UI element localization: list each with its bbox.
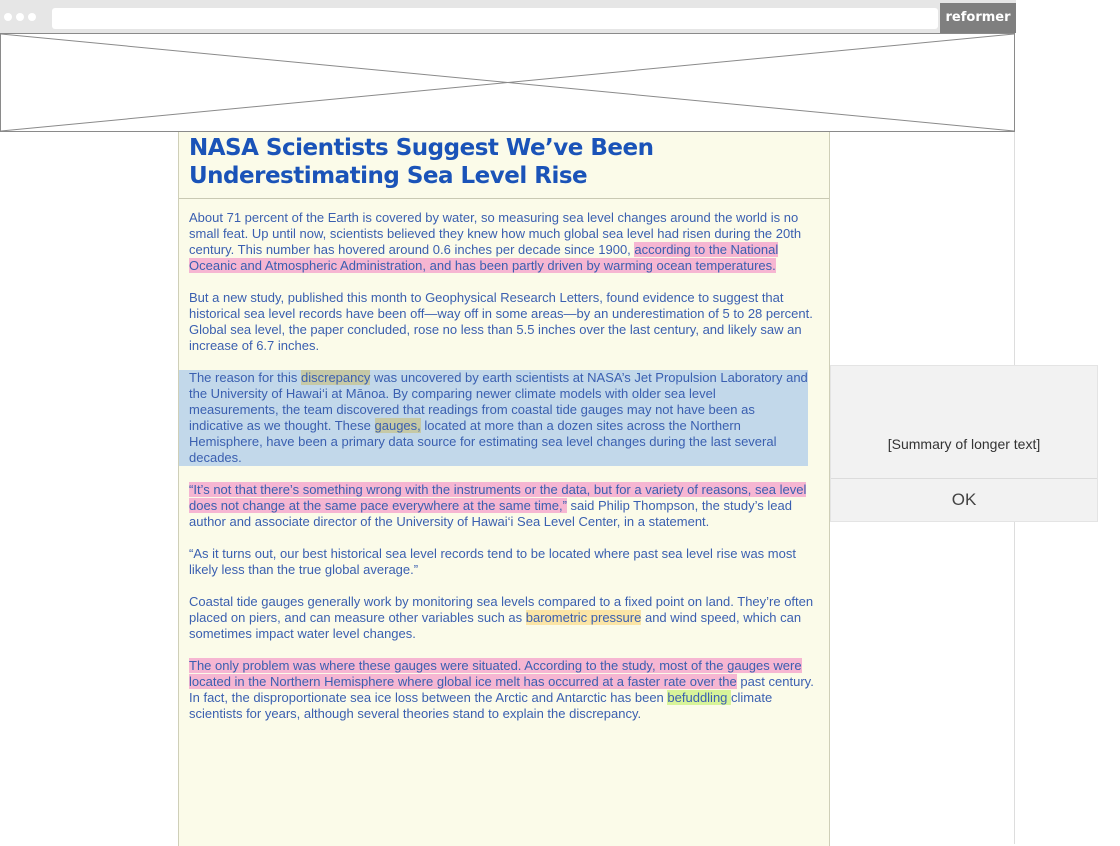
highlight-pink[interactable]: The only problem was where these gauges were situated. According to the study, most of the gauges were located in the Northern Hemisphere where global ice melt has occurred at a faster rate over the <box>189 658 802 689</box>
window-dot-icon[interactable] <box>4 13 12 21</box>
paragraph-text: “As it turns out, our best historical sea level records tend to be located where past sea level rise was most likely less than the true global average.” <box>189 546 796 577</box>
paragraph-text: and wind speed, which can sometimes impact water level changes. <box>189 610 802 641</box>
highlight-word-befuddling[interactable]: befuddling <box>667 690 732 705</box>
article-panel <box>178 132 830 846</box>
article-body <box>189 210 819 738</box>
paragraph-text: The reason for this <box>189 370 301 385</box>
browser-toolbar <box>0 0 1016 33</box>
paragraph-text: located at more than a dozen sites across the Northern Hemisphere, have been a primary data source for estimating sea level changes during the last several decades. <box>189 418 777 465</box>
brand-logo: reformer <box>940 3 1016 33</box>
highlight-word-barometric-pressure[interactable]: barometric pressure <box>525 610 642 625</box>
paragraph-5 <box>189 546 819 578</box>
window-dot-icon[interactable] <box>16 13 24 21</box>
paragraph-4 <box>189 482 819 530</box>
address-bar[interactable] <box>52 8 938 29</box>
summary-text: [Summary of longer text] <box>887 436 1041 452</box>
paragraph-2 <box>189 290 819 354</box>
window-controls <box>4 13 36 21</box>
dialog-divider <box>831 478 1097 479</box>
paragraph-text: About 71 percent of the Earth is covered by water, so measuring sea level changes around the world is no small feat. Up until now, scientists believed they knew how much global sea level had risen during the 20th century. This number has hovered around 0.6 inches per decade since 1900, <box>189 210 802 257</box>
highlight-pink[interactable]: “It’s not that there’s something wrong with the instruments or the data, but for a variety of reasons, sea level does not change at the same pace everywhere at the same time,” <box>189 482 807 513</box>
highlight-pink[interactable]: according to the National Oceanic and Atmospheric Administration, and has been partly driven by warming ocean temperatures. <box>189 242 779 273</box>
article-title: NASA Scientists Suggest We’ve Been Underestimating Sea Level Rise <box>189 135 654 189</box>
banner-image-placeholder <box>0 33 1015 132</box>
ok-button[interactable]: OK <box>831 480 1097 520</box>
paragraph-3-highlight-blue[interactable] <box>179 370 808 466</box>
title-divider <box>179 198 829 199</box>
paragraph-1 <box>189 210 819 274</box>
highlight-word-discrepancy[interactable]: discrepancy <box>301 370 371 385</box>
image-placeholder-icon <box>1 34 1014 131</box>
paragraph-text: said Philip Thompson, the study’s lead author and associate director of the University of Hawai‘i Sea Level Center, in a statement. <box>189 498 792 529</box>
paragraph-text: past century. In fact, the disproportionate sea ice loss between the Arctic and Antarctic has been <box>189 674 814 705</box>
paragraph-text: was uncovered by earth scientists at NASA’s Jet Propulsion Laboratory and the University of Hawai‘i at Mānoa. By comparing newer climate models with older sea level measurements, the team discovered that readings from coastal tide gauges may not have been as indicative as we thought. These <box>189 370 808 433</box>
highlight-word-gauges[interactable]: gauges, <box>374 418 421 433</box>
paragraph-7 <box>189 658 819 722</box>
window-dot-icon[interactable] <box>28 13 36 21</box>
summary-dialog <box>830 365 1098 522</box>
paragraph-text: Coastal tide gauges generally work by monitoring sea levels compared to a fixed point on land. They’re often placed on piers, and can measure other variables such as <box>189 594 814 625</box>
paragraph-text: climate scientists for years, although several theories stand to explain the discrepancy. <box>189 690 773 721</box>
paragraph-6 <box>189 594 819 642</box>
paragraph-text: But a new study, published this month to Geophysical Research Letters, found evidence to suggest that historical sea level records have been off—way off in some areas—by an underestimation of 5 to 28 percent. Global sea level, the paper concluded, rose no less than 5.5 inches over the last century, and likely saw an increase of 6.7 inches. <box>189 290 813 353</box>
